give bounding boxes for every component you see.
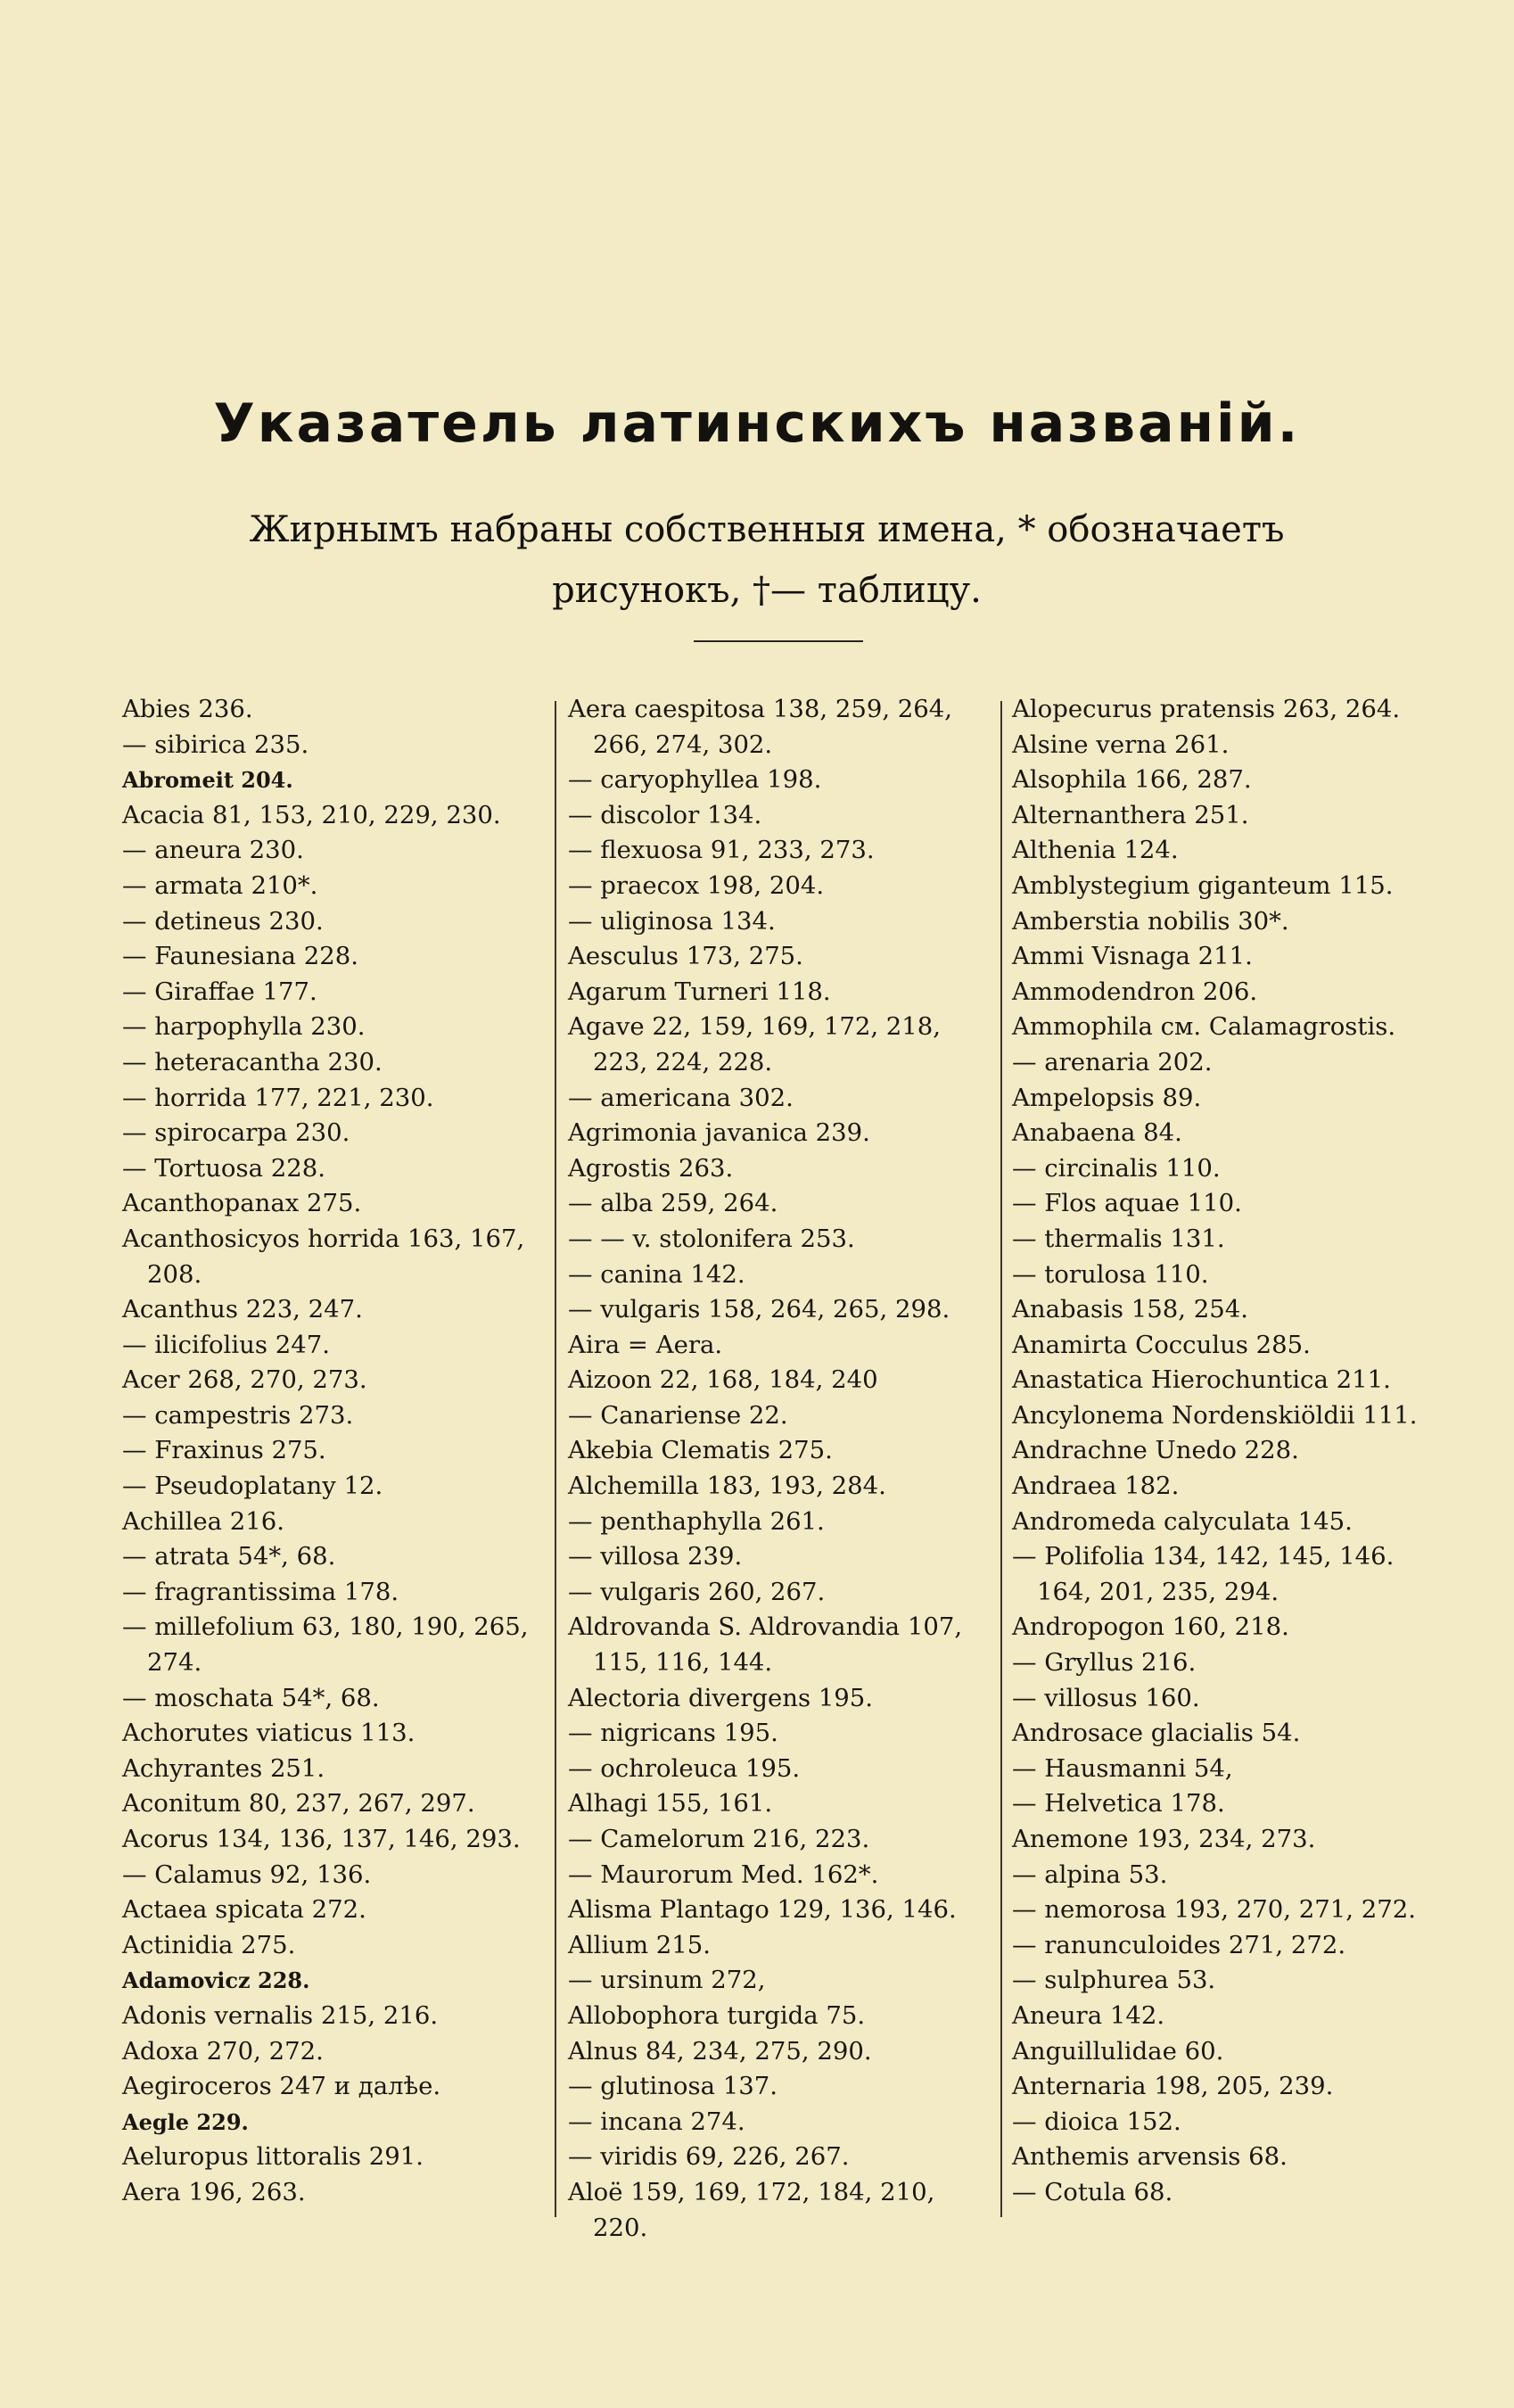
index-entry: Allobophora turgida 75.: [568, 2000, 866, 2030]
index-entry: Actinidia 275.: [122, 1930, 296, 1959]
index-entry: — Giraffae 177.: [122, 977, 317, 1006]
index-column-3: [1012, 692, 1449, 2211]
index-entry: Acacia 81, 153, 210, 229, 230.: [122, 800, 501, 829]
index-entry: — horrida 177, 221, 230.: [122, 1083, 434, 1112]
index-entry: — villosus 160.: [1012, 1683, 1200, 1712]
index-entry: — torulosa 110.: [1012, 1259, 1209, 1289]
index-entry: — millefolium 63, 180, 190, 265, 274.: [122, 1612, 529, 1678]
index-entry: — Camelorum 216, 223.: [568, 1825, 870, 1853]
index-entry: — Gryllus 216.: [1012, 1648, 1197, 1678]
index-entry: Aesculus 173, 275.: [568, 942, 803, 971]
index-entry: — incana 274.: [568, 2107, 745, 2136]
index-entry: — dioica 152.: [1012, 2107, 1181, 2136]
index-entry: Ampelopsis 89.: [1012, 1083, 1202, 1112]
index-entry: Alternanthera 251.: [1012, 800, 1249, 829]
index-entry: — atrata 54*, 68.: [122, 1542, 336, 1571]
index-entry: Aegle 229.: [122, 2108, 249, 2135]
index-entry: Achorutes viaticus 113.: [122, 1719, 416, 1748]
index-entry: Acanthus 223, 247.: [122, 1295, 363, 1324]
index-entry: Aera caespitosa 138, 259, 264, 266, 274, 302.: [568, 695, 953, 759]
index-entry: — heteracantha 230.: [122, 1047, 383, 1076]
index-entry: Anastatica Hierochuntica 211.: [1012, 1365, 1391, 1395]
index-entry: Aizoon 22, 168, 184, 240: [568, 1365, 878, 1395]
index-entry: — armata 210*.: [122, 870, 318, 900]
index-entry: — canina 142.: [568, 1259, 745, 1289]
index-entry: Anabasis 158, 254.: [1012, 1295, 1248, 1324]
index-entry: — villosa 239.: [568, 1542, 743, 1571]
index-entry: Agrimonia javanica 239.: [568, 1118, 870, 1148]
index-entry: — alpina 53.: [1012, 1860, 1168, 1889]
index-entry: — aneura 230.: [122, 836, 304, 865]
index-entry: — nemorosa 193, 270, 271, 272.: [1012, 1895, 1416, 1925]
index-entry: — Calamus 92, 136.: [122, 1860, 372, 1889]
index-entry: — ilicifolius 247.: [122, 1330, 330, 1359]
index-entry: Abies 236.: [122, 695, 253, 723]
index-entry: — Helvetica 178.: [1012, 1789, 1225, 1818]
index-entry: — vulgaris 260, 267.: [568, 1577, 826, 1606]
index-entry: Anamirta Cocculus 285.: [1012, 1330, 1311, 1359]
index-entry: Alsine verna 261.: [1012, 730, 1230, 759]
index-entry: — flexuosa 91, 233, 273.: [568, 836, 875, 865]
index-entry: Aegiroceros 247 и далѣе.: [122, 2072, 441, 2101]
index-entry: Ancylonema Nordenskiöldii 111.: [1012, 1400, 1418, 1430]
index-entry: Adamovicz 228.: [122, 1967, 310, 1994]
index-entry: Acanthosicyos horrida 163, 167, 208.: [122, 1224, 525, 1289]
index-entry: Actaea spicata 272.: [122, 1895, 366, 1925]
index-entry: — praecox 198, 204.: [568, 870, 825, 900]
index-entry: — fragrantissima 178.: [122, 1577, 399, 1606]
index-entry: Acanthopanax 275.: [122, 1189, 362, 1218]
index-entry: Anabaena 84.: [1012, 1118, 1182, 1148]
index-entry: — sibirica 235.: [122, 730, 309, 759]
index-entry: — Flos aquae 110.: [1012, 1189, 1242, 1218]
index-entry: Achyrantes 251.: [122, 1753, 325, 1783]
index-entry: Achillea 216.: [122, 1506, 284, 1536]
index-entry: Ammi Visnaga 211.: [1012, 942, 1253, 971]
title-rule: [694, 640, 863, 642]
index-entry: Acer 268, 270, 273.: [122, 1365, 367, 1395]
index-entry: — viridis 69, 226, 267.: [568, 2142, 850, 2172]
index-entry: — discolor 134.: [568, 800, 762, 829]
index-entry: Agrostis 263.: [568, 1153, 734, 1183]
index-entry: Aneura 142.: [1012, 2000, 1165, 2030]
index-entry: — glutinosa 137.: [568, 2072, 778, 2101]
index-entry: — — v. stolonifera 253.: [568, 1224, 855, 1253]
index-entry: Adoxa 270, 272.: [122, 2036, 324, 2066]
index-entry: Agarum Turneri 118.: [568, 977, 831, 1006]
index-entry: Ammophila см. Calamagrostis.: [1012, 1012, 1396, 1042]
index-entry: — nigricans 195.: [568, 1719, 778, 1748]
index-entry: Anternaria 198, 205, 239.: [1012, 2072, 1334, 2101]
index-entry: — arenaria 202.: [1012, 1047, 1213, 1076]
page-title: Указатель латинскихъ названій.: [213, 392, 1301, 455]
index-entry: — detineus 230.: [122, 906, 324, 936]
index-entry: Adonis vernalis 215, 216.: [122, 2000, 439, 2030]
index-entry: Alectoria divergens 195.: [568, 1683, 874, 1712]
index-entry: — Pseudoplatany 12.: [122, 1472, 383, 1501]
index-entry: Alchemilla 183, 193, 284.: [568, 1472, 886, 1501]
column-divider: [1000, 701, 1002, 2217]
index-column-2: [568, 692, 992, 2246]
index-entry: — uliginosa 134.: [568, 906, 776, 936]
index-entry: — sulphurea 53.: [1012, 1966, 1216, 1995]
index-column-1: [122, 692, 550, 2211]
index-entry: Anguillulidae 60.: [1012, 2036, 1224, 2066]
index-entry: Amblystegium giganteum 115.: [1012, 870, 1394, 900]
index-entry: Aira = Aera.: [568, 1330, 723, 1359]
index-entry: Althenia 124.: [1012, 836, 1179, 865]
index-entry: Allium 215.: [568, 1930, 712, 1959]
index-entry: — caryophyllea 198.: [568, 765, 822, 795]
index-entry: — Maurorum Med. 162*.: [568, 1860, 879, 1889]
index-entry: Amberstia nobilis 30*.: [1012, 906, 1289, 936]
index-entry: — spirocarpa 230.: [122, 1118, 350, 1148]
index-entry: Agave 22, 159, 169, 172, 218, 223, 224, 228.: [568, 1012, 942, 1076]
index-entry: Abromeit 204.: [122, 767, 293, 794]
index-entry: — Hausmanni 54,: [1012, 1753, 1233, 1783]
index-entry: Andraea 182.: [1012, 1472, 1180, 1501]
index-entry: Aera 196, 263.: [122, 2177, 306, 2206]
index-entry: — penthaphylla 261.: [568, 1506, 825, 1536]
index-entry: Andropogon 160, 218.: [1012, 1612, 1289, 1642]
index-entry: Alhagi 155, 161.: [568, 1789, 773, 1818]
index-entry: — alba 259, 264.: [568, 1189, 778, 1218]
index-entry: — Canariense 22.: [568, 1400, 788, 1430]
index-entry: — thermalis 131.: [1012, 1224, 1225, 1253]
index-entry: — harpophylla 230.: [122, 1012, 366, 1042]
index-entry: Androsace glacialis 54.: [1012, 1719, 1301, 1748]
page-subtitle: Жирнымъ набраны собственныя имена, * обозначаетъ рисунокъ, †— таблицу.: [249, 509, 1285, 611]
index-entry: — ranunculoides 271, 272.: [1012, 1930, 1346, 1959]
index-entry: — Polifolia 134, 142, 145, 146. 164, 201, 235, 294.: [1012, 1542, 1395, 1606]
index-entry: — Fraxinus 275.: [122, 1436, 326, 1465]
index-entry: Alopecurus pratensis 263, 264.: [1012, 695, 1401, 723]
index-entry: — moschata 54*, 68.: [122, 1683, 380, 1712]
index-entry: — circinalis 110.: [1012, 1153, 1221, 1183]
index-entry: — ochroleuca 195.: [568, 1753, 801, 1783]
index-entry: Akebia Clematis 275.: [568, 1436, 833, 1465]
index-entry: — Tortuosa 228.: [122, 1153, 325, 1183]
index-entry: — americana 302.: [568, 1083, 794, 1112]
index-entry: — campestris 273.: [122, 1400, 354, 1430]
index-entry: Anthemis arvensis 68.: [1012, 2142, 1288, 2172]
index-entry: Aconitum 80, 237, 267, 297.: [122, 1789, 475, 1818]
index-entry: Andromeda calyculata 145.: [1012, 1506, 1353, 1536]
index-entry: Alnus 84, 234, 275, 290.: [568, 2036, 872, 2066]
index-entry: Andrachne Unedo 228.: [1012, 1436, 1299, 1465]
index-entry: Aeluropus littoralis 291.: [122, 2142, 424, 2172]
index-entry: — ursinum 272,: [568, 1966, 766, 1995]
index-entry: Alsophila 166, 287.: [1012, 765, 1252, 795]
index-entry: Alisma Plantago 129, 136, 146.: [568, 1895, 957, 1925]
index-entry: — Cotula 68.: [1012, 2177, 1173, 2206]
index-entry: — Faunesiana 228.: [122, 942, 358, 971]
index-entry: Aloë 159, 169, 172, 184, 210, 220.: [568, 2177, 935, 2242]
index-entry: Anemone 193, 234, 273.: [1012, 1825, 1316, 1853]
index-entry: Ammodendron 206.: [1012, 977, 1258, 1006]
index-entry: Aldrovanda S. Aldrovandia 107, 115, 116, 144.: [568, 1612, 963, 1678]
index-entry: — vulgaris 158, 264, 265, 298.: [568, 1295, 950, 1324]
column-divider: [555, 701, 556, 2217]
index-entry: Acorus 134, 136, 137, 146, 293.: [122, 1825, 521, 1853]
